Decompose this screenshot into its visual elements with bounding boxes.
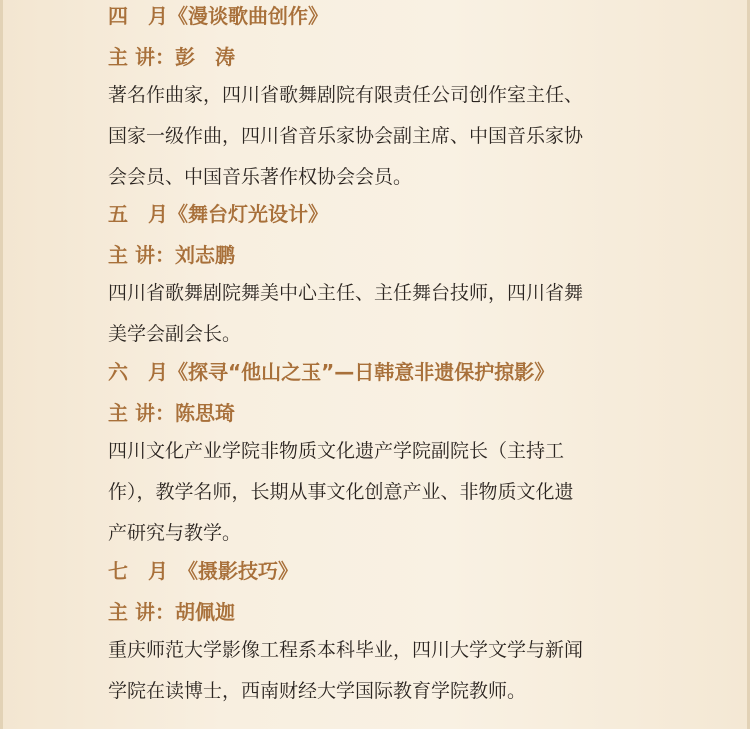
bio-line: 作），教学名师，长期从事文化创意产业、非物质文化遗 [108, 481, 574, 503]
section-heading: 四 月《漫谈歌曲创作》 [108, 4, 328, 28]
section-july [108, 559, 583, 712]
bio-line: 四川省歌舞剧院舞美中心主任、主任舞台技师，四川省舞 [108, 282, 584, 304]
speaker-bio [108, 630, 583, 712]
bio-line: 重庆师范大学影像工程系本科毕业，四川大学文学与新闻 [108, 639, 584, 661]
section-may [108, 202, 583, 355]
speaker-bio [108, 75, 583, 198]
bio-line: 产研究与教学。 [108, 522, 242, 544]
section-april [108, 4, 583, 198]
section-heading: 五 月《舞台灯光设计》 [108, 202, 328, 226]
bio-line: 四川文化产业学院非物质文化遗产学院副院长（主持工 [108, 440, 565, 462]
speaker-bio [108, 273, 583, 355]
bio-line: 国家一级作曲，四川省音乐家协会副主席、中国音乐家协 [108, 125, 584, 147]
bio-line: 学院在读博士，西南财经大学国际教育学院教师。 [108, 680, 527, 702]
speaker-line: 主 讲：刘志鹏 [108, 243, 235, 267]
speaker-line: 主 讲：胡佩迦 [108, 600, 235, 624]
bio-line: 美学会副会长。 [108, 323, 242, 345]
section-june [108, 360, 574, 554]
bio-line: 会会员、中国音乐著作权协会会员。 [108, 166, 413, 188]
speaker-line: 主 讲：陈思琦 [108, 401, 235, 425]
left-edge-border [0, 0, 3, 729]
section-heading: 六 月《探寻“他山之玉”—日韩意非遗保护掠影》 [108, 360, 555, 384]
speaker-line: 主 讲：彭 涛 [108, 45, 235, 69]
bio-line: 著名作曲家，四川省歌舞剧院有限责任公司创作室主任、 [108, 84, 584, 106]
section-heading: 七 月 《摄影技巧》 [108, 559, 298, 583]
speaker-bio [108, 431, 574, 554]
